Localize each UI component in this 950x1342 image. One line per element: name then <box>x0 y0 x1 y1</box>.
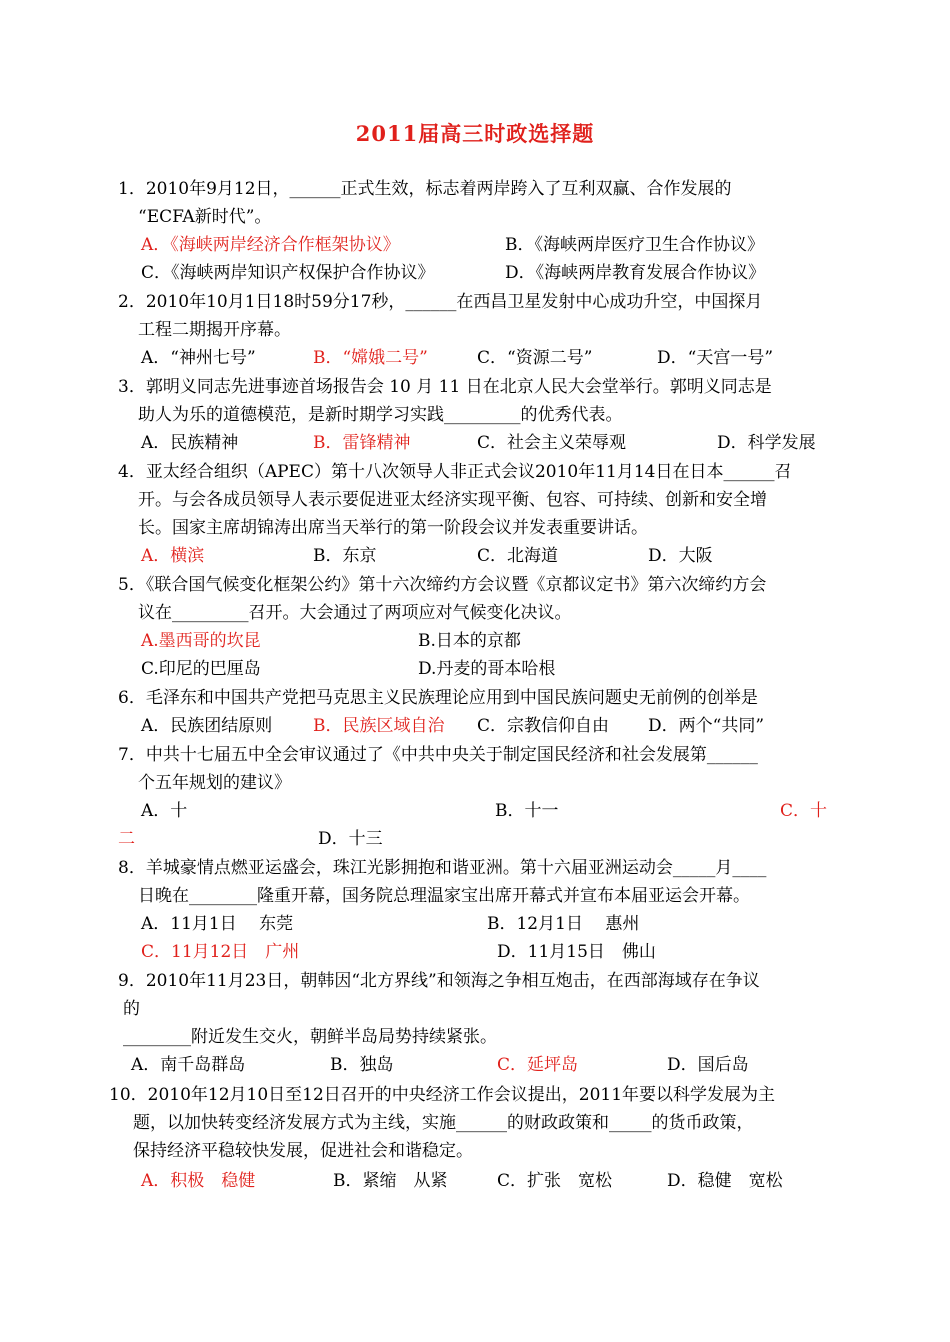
question-7-option-b: B．十一 <box>495 801 559 821</box>
question-9-text-cont2: ________附近发生交火，朝鲜半岛局势持续紧张。 <box>123 1027 497 1047</box>
question-10-option-a: A．积极 稳健 <box>141 1171 256 1191</box>
question-5-option-a: A.墨西哥的坎昆 <box>141 631 261 651</box>
question-10-text-cont: 题，以加快转变经济发展方式为主线，实施______的财政政策和_____的货币政策， <box>133 1113 754 1133</box>
question-7-option-d: D．十三 <box>318 829 383 849</box>
question-2-text-cont: 工程二期揭开序幕。 <box>138 320 291 340</box>
question-2-option-b: B．“嫦娥二号” <box>313 348 428 368</box>
page-title: 2011届高三时政选择题 <box>355 121 595 146</box>
question-10-text-cont2: 保持经济平稳较快发展，促进社会和谐稳定。 <box>133 1141 473 1161</box>
question-7-text-cont: 个五年规划的建议》 <box>138 773 291 793</box>
question-8-option-c: C．11月12日 广州 <box>141 942 300 962</box>
question-7-text: 7．中共十七届五中全会审议通过了《中共中央关于制定国民经济和社会发展第______ <box>118 745 758 765</box>
question-4-option-c: C．北海道 <box>477 546 559 566</box>
question-4-option-a: A．横滨 <box>141 546 205 566</box>
question-2-option-c: C．“资源二号” <box>477 348 593 368</box>
question-2-option-d: D．“天宫一号” <box>657 348 774 368</box>
question-10-option-b: B．紧缩 从紧 <box>333 1171 448 1191</box>
question-7-option-c: C．十 <box>780 801 828 821</box>
question-5-option-b: B.日本的京都 <box>418 631 521 651</box>
question-4-option-b: B．东京 <box>313 546 377 566</box>
question-8-text-cont: 日晚在________隆重开幕，国务院总理温家宝出席开幕式并宣布本届亚运会开幕。 <box>138 886 750 906</box>
question-6-text: 6．毛泽东和中国共产党把马克思主义民族理论应用到中国民族问题史无前例的创举是 <box>118 688 758 708</box>
question-6-option-d: D．两个“共同” <box>648 716 765 736</box>
question-1-option-c: C．《海峡两岸知识产权保护合作协议》 <box>141 263 435 283</box>
question-2-option-a: A．“神州七号” <box>141 348 256 368</box>
question-1-text: 1．2010年9月12日，______正式生效，标志着两岸跨入了互利双赢、合作发展的 <box>118 179 732 199</box>
question-3-text-cont: 助人为乐的道德模范，是新时期学习实践_________的优秀代表。 <box>138 405 623 425</box>
question-3-option-c: C．社会主义荣辱观 <box>477 433 627 453</box>
question-3-option-a: A．民族精神 <box>141 433 239 453</box>
question-5-option-d: D.丹麦的哥本哈根 <box>418 659 556 679</box>
question-5-option-c: C.印尼的巴厘岛 <box>141 659 261 679</box>
question-1-option-b: B．《海峡两岸医疗卫生合作协议》 <box>505 235 764 255</box>
question-1-option-d: D．《海峡两岸教育发展合作协议》 <box>505 263 766 283</box>
question-3-option-b: B．雷锋精神 <box>313 433 411 453</box>
question-4-text: 4．亚太经合组织（APEC）第十八次领导人非正式会议2010年11月14日在日本______召 <box>118 462 792 482</box>
question-6-option-a: A．民族团结原则 <box>141 716 273 736</box>
question-7-option-a: A．十 <box>141 801 188 821</box>
question-4-option-d: D．大阪 <box>648 546 713 566</box>
question-6-option-b: B．民族区域自治 <box>313 716 445 736</box>
question-9-text-cont: 的 <box>123 999 140 1019</box>
question-4-text-cont2: 长。国家主席胡锦涛出席当天举行的第一阶段会议并发表重要讲话。 <box>138 518 648 538</box>
question-9-text: 9．2010年11月23日，朝韩因“北方界线”和领海之争相互炮击，在西部海域存在争议 <box>118 971 760 991</box>
question-5-text-cont: 议在_________召开。大会通过了两项应对气候变化决议。 <box>138 603 572 623</box>
question-5-text: 5．《联合国气候变化框架公约》第十六次缔约方会议暨《京都议定书》第六次缔约方会 <box>118 575 767 595</box>
question-8-option-a: A．11月1日 东莞 <box>141 914 294 934</box>
question-2-text: 2．2010年10月1日18时59分17秒，______在西昌卫星发射中心成功升空，中国探月 <box>118 292 763 312</box>
question-10-text: 10．2010年12月10日至12日召开的中央经济工作会议提出，2011年要以科学发展为主 <box>109 1085 776 1105</box>
question-10-option-c: C．扩张 宽松 <box>497 1171 613 1191</box>
question-6-option-c: C．宗教信仰自由 <box>477 716 610 736</box>
question-7-option-c-wrap: 二 <box>118 829 135 849</box>
question-9-option-c: C．延坪岛 <box>497 1055 579 1075</box>
question-3-text: 3．郭明义同志先进事迹首场报告会 10 月 11 日在北京人民大会堂举行。郭明义同志是 <box>118 377 772 397</box>
question-9-option-d: D．国后岛 <box>667 1055 749 1075</box>
question-1-option-a: A．《海峡两岸经济合作框架协议》 <box>141 235 400 255</box>
question-8-option-d: D．11月15日 佛山 <box>497 942 656 962</box>
question-10-option-d: D．稳健 宽松 <box>667 1171 783 1191</box>
question-8-text: 8．羊城豪情点燃亚运盛会，珠江光影拥抱和谐亚洲。第十六届亚洲运动会_____月____ <box>118 858 767 878</box>
question-3-option-d: D．科学发展 <box>717 433 816 453</box>
question-9-option-a: A．南千岛群岛 <box>131 1055 246 1075</box>
question-4-text-cont: 开。与会各成员领导人表示要促进亚太经济实现平衡、包容、可持续、创新和安全增 <box>138 490 767 510</box>
question-8-option-b: B．12月1日 惠州 <box>487 914 640 934</box>
question-1-text-cont: “ECFA新时代”。 <box>138 207 272 227</box>
question-9-option-b: B．独岛 <box>330 1055 394 1075</box>
